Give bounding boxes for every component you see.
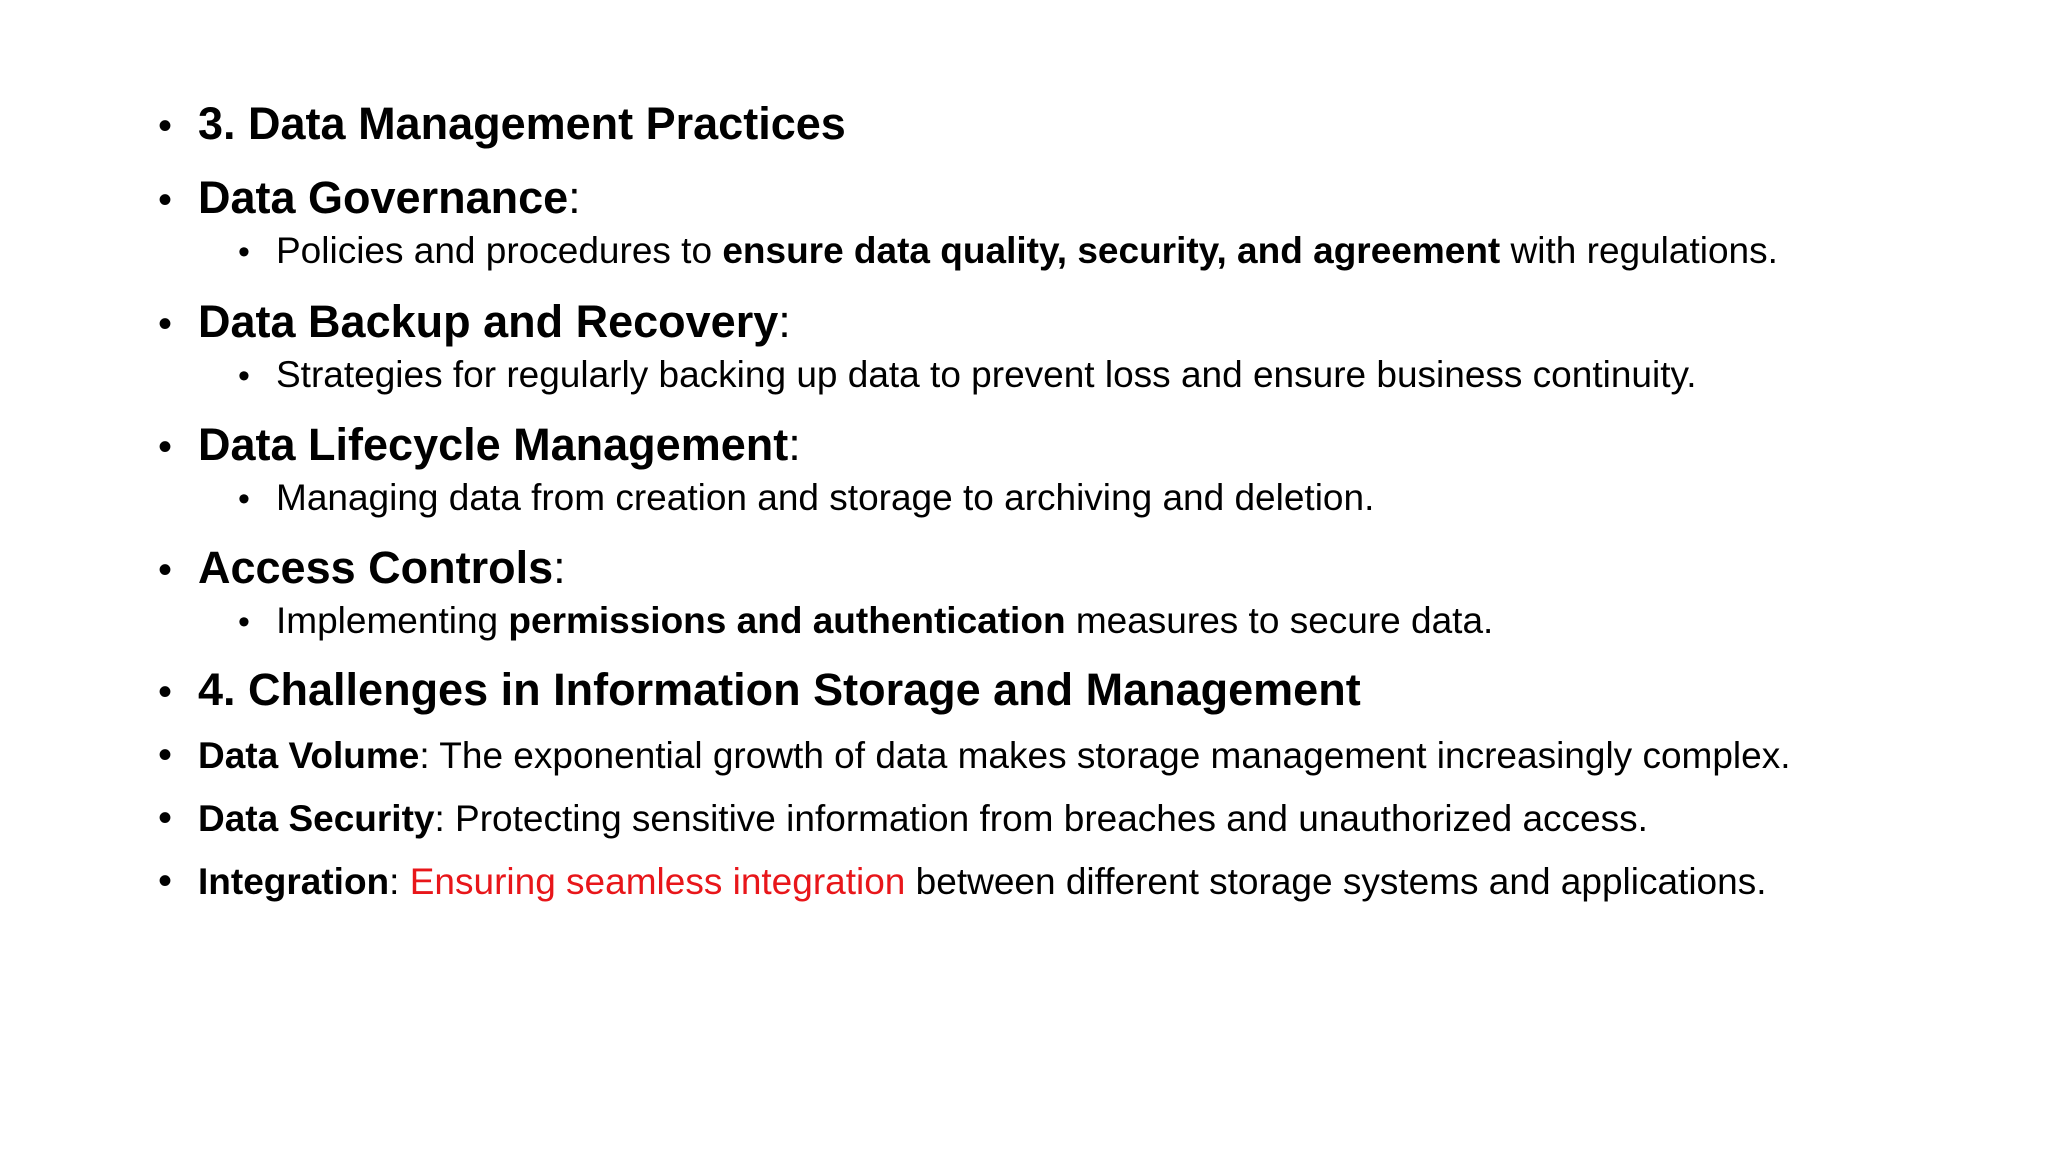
sub-item-data-lifecycle <box>238 477 1374 519</box>
bullet-icon: • <box>158 670 173 714</box>
sub-item-access-controls <box>238 600 1493 642</box>
sub-item-text: Implementing permissions and authentication measures to secure data. <box>276 600 1494 641</box>
item-text: Data Security: Protecting sensitive information from breaches and unauthorized access. <box>198 798 1648 839</box>
item-heading: Data Lifecycle Management <box>198 419 789 470</box>
list-item-section-heading <box>158 664 1361 716</box>
sub-item-data-backup <box>238 354 1697 396</box>
item-separator: : <box>778 296 791 347</box>
bullet-icon: • <box>238 480 250 518</box>
list-item-data-security <box>158 796 1648 841</box>
item-heading: Integration <box>198 861 390 902</box>
list-item-data-governance <box>158 172 581 224</box>
item-text: Data Volume: The exponential growth of data makes storage management increasingly complex. <box>198 735 1791 776</box>
list-item-data-volume <box>158 733 1791 778</box>
emphasis-text: permissions and authentication <box>508 600 1066 641</box>
item-separator: : <box>788 419 801 470</box>
list-item-integration <box>158 859 1767 904</box>
bullet-icon: • <box>158 548 173 592</box>
item-heading: Data Security <box>198 798 435 839</box>
sub-item-data-governance <box>238 230 1778 272</box>
list-item-access-controls <box>158 542 566 594</box>
bullet-icon: • <box>158 425 173 469</box>
bullet-icon: • <box>238 603 250 641</box>
bullet-icon: • <box>238 233 250 271</box>
emphasis-text: ensure data quality, security, and agreement <box>722 230 1501 271</box>
item-separator: : <box>568 172 581 223</box>
section-heading: 3. Data Management Practices <box>198 98 846 149</box>
sub-item-text: Managing data from creation and storage to archiving and deletion. <box>276 477 1375 518</box>
item-heading: Data Governance <box>198 172 569 223</box>
sub-item-text: Policies and procedures to ensure data quality, security, and agreement with regulations. <box>276 230 1778 271</box>
section-heading: 4. Challenges in Information Storage and Management <box>198 664 1361 715</box>
bullet-icon: • <box>158 796 173 840</box>
item-heading: Data Backup and Recovery <box>198 296 779 347</box>
bullet-icon: • <box>238 357 250 395</box>
item-heading: Access Controls <box>198 542 554 593</box>
sub-item-text: Strategies for regularly backing up data to prevent loss and ensure business continuity. <box>276 354 1697 395</box>
list-item-data-lifecycle <box>158 419 801 471</box>
item-heading: Data Volume <box>198 735 420 776</box>
bullet-icon: • <box>158 733 173 777</box>
list-item-section-heading <box>158 98 846 150</box>
bullet-icon: • <box>158 859 173 903</box>
item-separator: : <box>553 542 566 593</box>
bullet-icon: • <box>158 178 173 222</box>
item-text: Integration: Ensuring seamless integration between different storage systems and applications. <box>198 861 1767 902</box>
list-item-data-backup <box>158 296 791 348</box>
bullet-icon: • <box>158 104 173 148</box>
highlighted-text: Ensuring seamless integration <box>409 861 906 902</box>
bullet-icon: • <box>158 302 173 346</box>
